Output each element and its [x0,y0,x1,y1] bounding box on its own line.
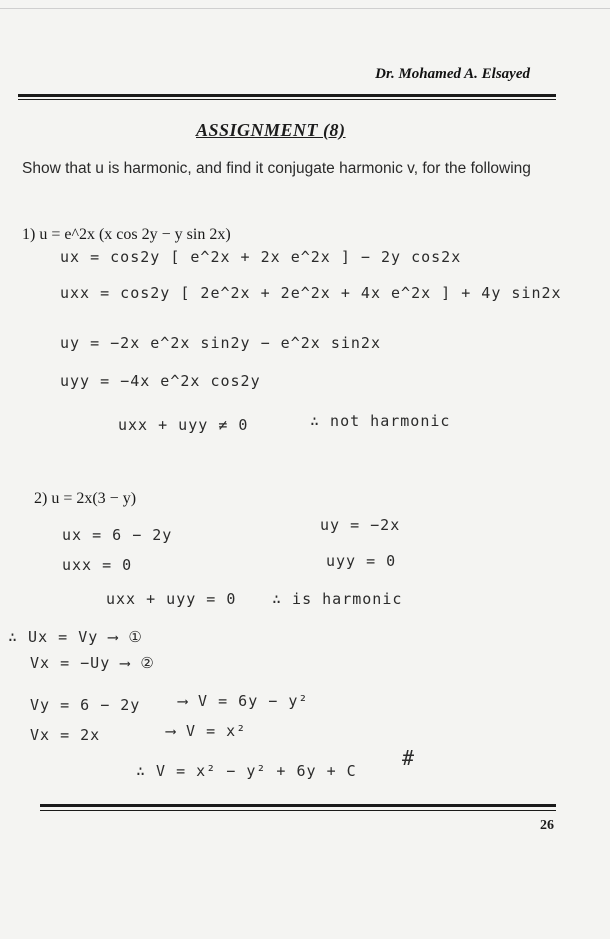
end-mark: # [402,746,416,770]
p1-line-sum: uxx + uyy ≠ 0 [118,416,249,434]
p2-final: ∴ V = x² − y² + 6y + C [136,762,357,780]
p2-vy-result: ⟶ V = 6y − y² [178,692,309,710]
p2-cr2: Vx = −Uy ⟶ ② [30,654,155,672]
p2-uxx: uxx = 0 [62,556,133,574]
problem-2-statement: 2) u = 2x(3 − y) [34,490,137,507]
p2-uyy: uyy = 0 [326,552,397,570]
p2-vx-result: ⟶ V = x² [166,722,247,740]
p1-line-uy: uy = −2x e^2x sin2y − e^2x sin2x [60,334,381,352]
page-number: 26 [540,818,554,833]
p1-line-ux: ux = cos2y [ e^2x + 2x e^2x ] − 2y cos2x [60,248,462,266]
problem-1-statement: 1) u = e^2x (x cos 2y − y sin 2x) [22,226,231,243]
header-rule-thin [18,99,556,100]
p2-uy: uy = −2x [320,516,401,534]
p2-vy: Vy = 6 − 2y [30,696,141,714]
p2-vx: Vx = 2x [30,726,101,744]
p2-ux: ux = 6 − 2y [62,526,173,544]
p1-line-uyy: uyy = −4x e^2x cos2y [60,372,261,390]
p2-cr1: ∴ Ux = Vy ⟶ ① [8,628,143,646]
top-border-line [0,8,610,9]
p2-sum: uxx + uyy = 0 [106,590,237,608]
page-title: ASSIGNMENT (8) [196,120,346,140]
footer-rule [40,804,556,807]
header-rule [18,94,556,97]
intro-text: Show that u is harmonic, and find it conjugate harmonic v, for the following [22,160,531,177]
p1-conclusion: ∴ not harmonic [310,412,451,430]
p1-line-uxx: uxx = cos2y [ 2e^2x + 2e^2x + 4x e^2x ] + 4y sin2x [60,284,562,302]
header-author: Dr. Mohamed A. Elsayed [375,66,530,82]
p2-conclusion: ∴ is harmonic [272,590,403,608]
footer-rule-thin [40,810,556,811]
